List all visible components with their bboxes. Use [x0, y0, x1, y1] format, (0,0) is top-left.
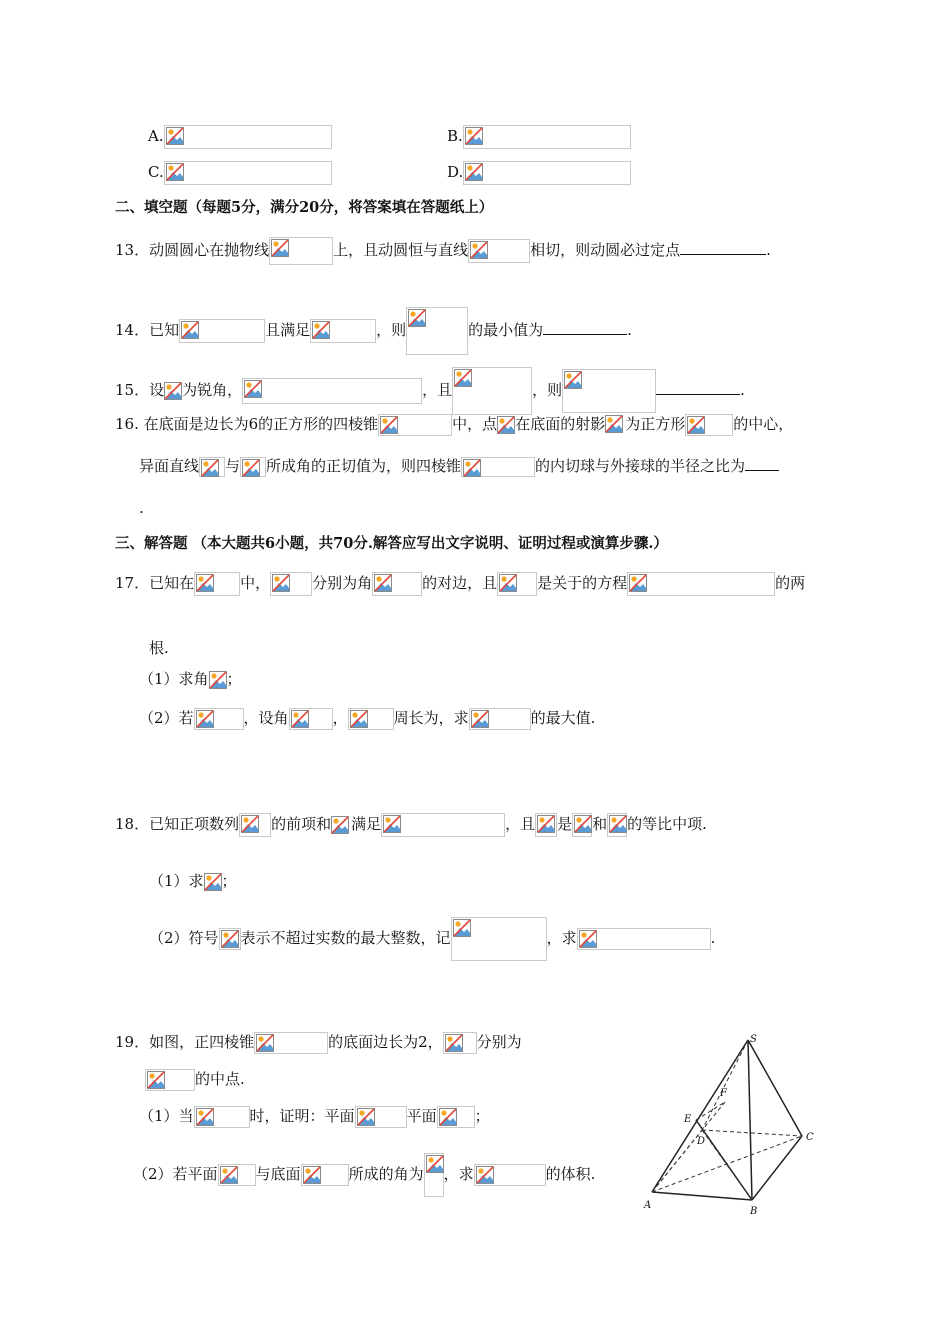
broken-image-icon — [461, 457, 535, 477]
q19-text: ； — [474, 1107, 490, 1125]
q17-text: 分别为角 — [312, 574, 373, 592]
broken-image-icon — [469, 708, 531, 730]
q13-text: 相切，则动圆必过定点 — [530, 241, 681, 259]
q16-text: 的内切球与外接球的半径之比为 — [535, 457, 746, 475]
q18-text: 是 — [557, 815, 573, 833]
question-14 — [115, 307, 632, 355]
question-17-part-1 — [139, 668, 242, 690]
broken-image-icon — [381, 813, 505, 837]
q18-text: 的等比中项. — [627, 815, 707, 833]
pyramid-hidden-edges — [652, 1040, 802, 1200]
question-16-cont — [139, 455, 779, 477]
broken-image-icon — [355, 1106, 407, 1128]
question-17 — [115, 572, 805, 596]
q19-text: 平面 — [406, 1107, 437, 1125]
q16-text: 为正方形 — [625, 415, 686, 433]
broken-image-icon — [437, 1106, 475, 1128]
broken-image-icon — [194, 572, 240, 596]
edge-SB — [748, 1040, 752, 1200]
option-b-label: B. — [447, 127, 463, 145]
q19-text: 的体积. — [545, 1165, 596, 1183]
q18-text: ，且 — [505, 815, 536, 833]
broken-image-icon — [164, 161, 332, 185]
q17-text: ，设角 — [243, 709, 289, 727]
vertex-S-label: S — [750, 1034, 757, 1045]
q15-text: 15．设 — [115, 381, 165, 399]
option-d-row — [447, 161, 631, 185]
edge-SC — [748, 1040, 802, 1136]
q17-text: 的最大值. — [530, 709, 596, 727]
broken-image-icon — [685, 414, 733, 436]
q14-text: 且满足 — [265, 321, 311, 339]
question-18-part-2 — [149, 917, 715, 961]
edge-AB — [652, 1192, 752, 1200]
answer-blank — [680, 240, 766, 255]
q17-text: 的对边，且 — [422, 574, 498, 592]
option-c-label: C. — [148, 163, 164, 181]
q19-text: 的中点. — [195, 1070, 245, 1088]
q19-text: （1）当 — [139, 1107, 194, 1125]
q19-text: 的底面边长为2， — [328, 1033, 443, 1051]
broken-image-icon — [348, 708, 394, 730]
question-17-part-2 — [139, 707, 595, 730]
q19-text: 所成的角为 — [348, 1165, 424, 1183]
edge-AD — [652, 1130, 702, 1192]
question-19 — [115, 1031, 522, 1054]
broken-image-icon — [372, 572, 422, 596]
broken-image-icon — [331, 814, 351, 836]
broken-image-icon — [269, 237, 333, 265]
q18-text: 满足 — [351, 815, 382, 833]
broken-image-icon — [451, 917, 547, 961]
broken-image-icon — [179, 319, 265, 343]
q16-text: 在底面的射影 — [515, 415, 606, 433]
segment-EF — [696, 1102, 725, 1120]
broken-image-icon — [254, 1032, 328, 1054]
q15-text: . — [740, 381, 745, 399]
broken-image-icon — [209, 671, 227, 689]
question-18 — [115, 813, 707, 837]
edge-SA — [652, 1040, 748, 1192]
q15-text: ，则 — [532, 381, 563, 399]
answer-blank — [745, 456, 779, 471]
q19-text: （2）若平面 — [133, 1165, 218, 1183]
q18-text: ； — [221, 872, 237, 890]
question-16-end: . — [139, 499, 144, 517]
broken-image-icon — [535, 813, 557, 837]
broken-image-icon — [219, 928, 241, 950]
q14-text: . — [627, 321, 632, 339]
section-2-heading: 二、填空题（每题5分，满分20分，将答案填在答题纸上） — [115, 199, 494, 216]
q15-text: 为锐角， — [182, 381, 243, 399]
broken-image-icon — [572, 813, 592, 837]
question-13 — [115, 237, 771, 265]
q17-text: 的两 — [775, 574, 806, 592]
broken-image-icon — [204, 873, 222, 891]
pyramid-edges — [652, 1040, 802, 1200]
section-3-heading: 三、解答题 （本大题共6小题，共70分.解答应写出文字说明、证明过程或演算步骤.） — [115, 535, 668, 552]
q19-text: 19．如图，正四棱锥 — [115, 1033, 255, 1051]
q13-text: . — [766, 241, 771, 259]
q15-text: ，且 — [422, 381, 453, 399]
broken-image-icon — [443, 1032, 477, 1054]
q17-text: 是关于的方程 — [537, 574, 628, 592]
point-E-label: E — [684, 1114, 692, 1125]
broken-image-icon — [468, 239, 530, 263]
q17-text: ； — [226, 670, 242, 688]
broken-image-icon — [463, 161, 631, 185]
broken-image-icon — [289, 708, 333, 730]
broken-image-icon — [194, 1106, 250, 1128]
broken-image-icon — [145, 1069, 195, 1091]
q17-text: 17．已知在 — [115, 574, 195, 592]
broken-image-icon — [577, 928, 711, 950]
broken-image-icon — [194, 708, 244, 730]
q18-text: 的前项和 — [271, 815, 332, 833]
q18-text: （2）符号 — [149, 929, 219, 947]
broken-image-icon — [199, 457, 225, 477]
edge-SD — [702, 1040, 748, 1130]
pyramid-figure — [640, 1032, 830, 1217]
question-19-cont — [145, 1068, 245, 1091]
broken-image-icon — [270, 572, 312, 596]
q19-text: 与底面 — [255, 1165, 301, 1183]
broken-image-icon — [497, 572, 537, 596]
broken-image-icon — [301, 1164, 349, 1186]
q19-text: 时，证明：平面 — [249, 1107, 355, 1125]
option-c-row — [148, 161, 332, 185]
broken-image-icon — [406, 307, 468, 355]
broken-image-icon — [378, 414, 452, 436]
q17-text: 周长为，求 — [393, 709, 469, 727]
question-17-cont: 根. — [149, 639, 169, 657]
vertex-D-label: D — [697, 1136, 706, 1147]
question-18-part-1 — [149, 870, 237, 892]
broken-image-icon — [218, 1164, 256, 1186]
q16-text: 所成角的正切值为，则四棱锥 — [266, 457, 462, 475]
broken-image-icon — [239, 813, 271, 837]
vertex-A-label: A — [644, 1200, 652, 1211]
option-d-label: D. — [447, 163, 464, 181]
q16-text: 16. 在底面是边长为6的正方形的四棱锥 — [115, 415, 379, 433]
broken-image-icon — [240, 457, 266, 477]
q13-text: 上，且动圆恒与直线 — [333, 241, 469, 259]
q17-text: ， — [332, 709, 348, 727]
broken-image-icon — [164, 382, 182, 400]
broken-image-icon — [474, 1164, 546, 1186]
q17-text: （2）若 — [139, 709, 194, 727]
q14-text: ，则 — [376, 321, 407, 339]
vertex-C-label: C — [806, 1132, 814, 1143]
broken-image-icon — [164, 125, 332, 149]
q16-text: 与 — [225, 457, 241, 475]
broken-image-icon — [497, 416, 515, 434]
broken-image-icon — [627, 572, 775, 596]
option-a-label: A. — [148, 127, 164, 145]
question-19-part-2 — [133, 1153, 595, 1197]
question-15 — [115, 367, 745, 415]
q16-text: 中，点 — [452, 415, 498, 433]
option-a-row — [148, 125, 332, 149]
broken-image-icon — [562, 369, 656, 413]
q18-text: . — [710, 929, 716, 947]
q18-text: 和 — [592, 815, 608, 833]
broken-image-icon — [452, 367, 532, 415]
q19-text: 分别为 — [476, 1033, 522, 1051]
broken-image-icon — [607, 813, 627, 837]
q16-text: 异面直线 — [139, 457, 200, 475]
q14-text: 的最小值为 — [468, 321, 544, 339]
point-F-label: F — [720, 1088, 727, 1099]
question-19-part-1 — [139, 1105, 490, 1128]
vertex-B-label: B — [750, 1206, 758, 1217]
q19-text: ，求 — [443, 1165, 474, 1183]
question-16 — [115, 413, 793, 436]
answer-blank — [543, 320, 627, 335]
broken-image-icon — [424, 1153, 444, 1197]
broken-image-icon — [310, 319, 376, 343]
q16-text: 的中心， — [733, 415, 794, 433]
q14-text: 14．已知 — [115, 321, 180, 339]
q17-text: 中， — [240, 574, 271, 592]
q17-text: （1）求角 — [139, 670, 209, 688]
broken-image-icon — [463, 125, 631, 149]
answer-blank — [656, 380, 740, 395]
option-b-row — [447, 125, 631, 149]
broken-image-icon — [605, 415, 625, 435]
q18-text: 表示不超过实数的最大整数，记 — [240, 929, 451, 947]
q18-text: 18．已知正项数列 — [115, 815, 240, 833]
q18-text: ，求 — [546, 929, 577, 947]
q18-text: （1）求 — [149, 872, 204, 890]
broken-image-icon — [242, 378, 422, 404]
q13-text: 13．动圆圆心在抛物线 — [115, 241, 270, 259]
edge-DC — [702, 1130, 802, 1136]
